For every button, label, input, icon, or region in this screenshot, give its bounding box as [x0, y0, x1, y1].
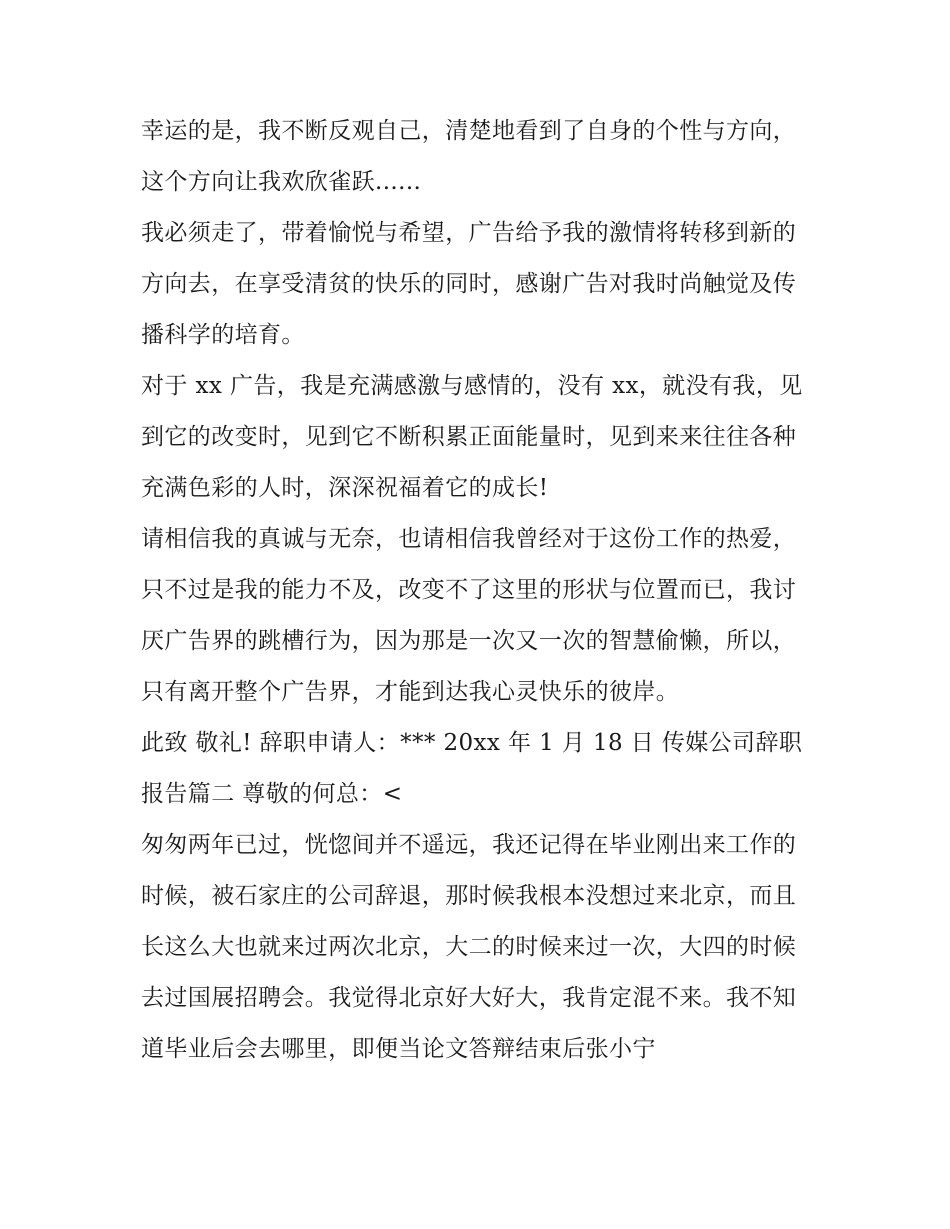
paragraph-1: 幸运的是，我不断反观自己，清楚地看到了自身的个性与方向，这个方向让我欢欣雀跃...... [141, 118, 797, 195]
document-body [141, 106, 813, 1075]
paragraph-3: 对于 xx 广告，我是充满感激与感情的，没有 xx，就没有我，见到它的改变时，见到它不断积累正面能量时，见到来来往往各种充满色彩的人时，深深祝福着它的成长! [141, 373, 803, 501]
paragraph-5: 此致 敬礼! 辞职申请人：*** 20xx 年 1 月 18 日 传媒公司辞职报告篇二 尊敬的何总：< [141, 730, 803, 807]
paragraph-2: 我必须走了，带着愉悦与希望，广告给予我的激情将转移到新的方向去，在享受清贫的快乐的同时，感谢广告对我时尚触觉及传播科学的培育。 [141, 220, 797, 348]
paragraph-4: 请相信我的真诚与无奈，也请相信我曾经对于这份工作的热爱，只不过是我的能力不及，改变不了这里的形状与位置而已，我讨厌广告界的跳槽行为，因为那是一次又一次的智慧偷懒，所以，只有离开整个广告界，才能到达我心灵快乐的彼岸。 [141, 526, 797, 705]
paragraph-6: 匆匆两年已过，恍惚间并不遥远，我还记得在毕业刚出来工作的时候，被石家庄的公司辞退，那时候我根本没想过来北京，而且长这么大也就来过两次北京，大二的时候来过一次，大四的时候去过国展招聘会。我觉得北京好大好大，我肯定混不来。我不知道毕业后会去哪里，即便当论文答辩结束后张小宁 [141, 832, 797, 1062]
